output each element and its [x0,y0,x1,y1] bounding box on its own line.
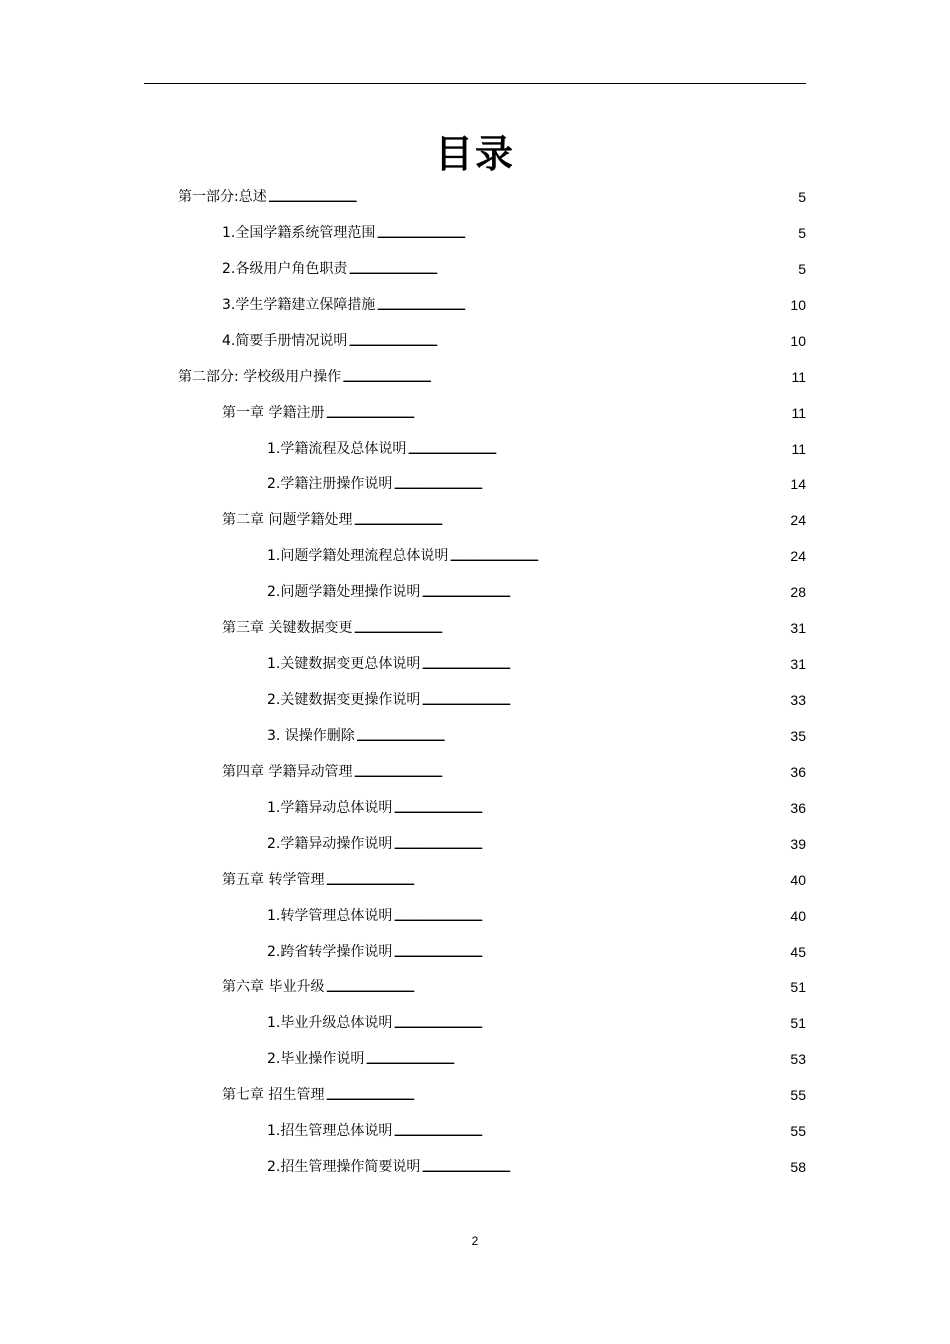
toc-entry[interactable] [267,794,806,818]
toc-entry-page-number: 40 [790,872,806,888]
toc-entry[interactable] [222,291,806,315]
dot-leader [421,1157,789,1177]
toc-entry[interactable] [222,973,806,997]
dot-leader [393,906,789,926]
toc-entry[interactable] [267,542,806,566]
dot-leader [393,834,789,854]
toc-entry[interactable] [222,327,806,351]
toc-entry-page-number: 5 [798,261,806,277]
dot-leader [393,1121,789,1141]
dot-leader [325,977,789,997]
toc-entry[interactable] [267,650,806,674]
toc-entry-page-number: 10 [790,297,806,313]
toc-entry[interactable] [267,902,806,926]
toc-entry[interactable] [267,686,806,710]
toc-entry[interactable] [267,578,806,602]
toc-entry-label: 2.毕业操作说明 [267,1051,365,1067]
dot-leader [353,762,789,782]
toc-entry[interactable] [222,614,806,638]
toc-entry-label: 1.学籍异动总体说明 [267,800,393,816]
toc-entry-page-number: 11 [791,369,806,385]
dot-leader [421,690,789,710]
toc-entry-page-number: 24 [790,512,806,528]
toc-entry-page-number: 51 [790,1015,806,1031]
toc-entry-label: 2.学籍异动操作说明 [267,836,393,852]
toc-entry-label: 2.各级用户角色职责 [222,261,348,277]
page-number: 2 [471,1234,479,1248]
toc-entry-page-number: 40 [790,908,806,924]
toc-entry-page-number: 31 [790,656,806,672]
toc-entry-label: 3. 误操作删除 [267,728,355,744]
dot-leader [353,618,789,638]
dot-leader [353,510,789,530]
toc-entry-label: 1.关键数据变更总体说明 [267,656,421,672]
toc-entry-page-number: 45 [790,944,806,960]
table-of-contents [0,183,950,1193]
dot-leader [376,295,789,315]
toc-entry-label: 第一章 学籍注册 [222,405,325,421]
dot-leader [393,798,789,818]
toc-entry-page-number: 11 [791,405,806,421]
header-rule [144,83,806,84]
dot-leader [393,942,789,962]
toc-entry[interactable] [267,1153,806,1177]
toc-entry-page-number: 39 [790,836,806,852]
toc-entry[interactable] [222,219,806,243]
toc-entry-label: 1.全国学籍系统管理范围 [222,225,376,241]
toc-entry[interactable] [267,830,806,854]
toc-entry[interactable] [267,435,806,459]
toc-entry-label: 第二章 问题学籍处理 [222,512,353,528]
toc-entry[interactable] [267,470,806,494]
toc-entry-label: 第四章 学籍异动管理 [222,764,353,780]
toc-entry[interactable] [222,399,806,423]
dot-leader [393,474,789,494]
toc-entry-label: 1.转学管理总体说明 [267,908,393,924]
toc-entry-page-number: 53 [790,1051,806,1067]
toc-entry[interactable] [222,758,806,782]
toc-entry-page-number: 51 [790,979,806,995]
dot-leader [348,259,797,279]
toc-entry[interactable] [222,255,806,279]
toc-entry-label: 1.问题学籍处理流程总体说明 [267,548,449,564]
toc-entry-page-number: 35 [790,728,806,744]
toc-entry-page-number: 55 [790,1087,806,1103]
dot-leader [421,582,789,602]
toc-entry[interactable] [267,938,806,962]
dot-leader [421,654,789,674]
dot-leader [342,367,790,387]
dot-leader [356,726,790,746]
dot-leader [393,1013,789,1033]
dot-leader [268,187,797,207]
toc-entry-page-number: 14 [790,476,806,492]
toc-entry-label: 2.问题学籍处理操作说明 [267,584,421,600]
toc-entry-page-number: 33 [790,692,806,708]
toc-entry[interactable] [222,1081,806,1105]
toc-entry-label: 第二部分: 学校级用户操作 [178,369,342,385]
toc-entry[interactable] [222,866,806,890]
toc-entry-page-number: 24 [790,548,806,564]
toc-entry-page-number: 55 [790,1123,806,1139]
page-title: 目录 [434,132,515,176]
toc-entry-page-number: 5 [798,225,806,241]
toc-entry-label: 第五章 转学管理 [222,872,325,888]
toc-entry-label: 第六章 毕业升级 [222,979,325,995]
dot-leader [376,223,797,243]
toc-entry-page-number: 31 [790,620,806,636]
dot-leader [407,439,790,459]
toc-entry-label: 1.学籍流程及总体说明 [267,441,407,457]
toc-entry-label: 第七章 招生管理 [222,1087,325,1103]
toc-entry-page-number: 28 [790,584,806,600]
toc-entry-page-number: 10 [790,333,806,349]
toc-entry[interactable] [267,1045,806,1069]
toc-entry-label: 第一部分:总述 [178,189,267,205]
dot-leader [365,1049,789,1069]
toc-entry[interactable] [178,363,806,387]
toc-entry-label: 2.跨省转学操作说明 [267,944,393,960]
toc-entry-page-number: 36 [790,800,806,816]
toc-entry-page-number: 5 [798,189,806,205]
toc-entry-page-number: 36 [790,764,806,780]
toc-entry[interactable] [267,722,806,746]
toc-entry[interactable] [267,1009,806,1033]
toc-entry-label: 2.关键数据变更操作说明 [267,692,421,708]
dot-leader [348,331,789,351]
toc-entry-label: 2.学籍注册操作说明 [267,476,393,492]
toc-entry[interactable] [267,1117,806,1141]
dot-leader [325,870,789,890]
toc-entry-label: 第三章 关键数据变更 [222,620,353,636]
toc-entry-page-number: 11 [791,441,806,457]
dot-leader [449,546,789,566]
toc-entry-label: 2.招生管理操作简要说明 [267,1159,421,1175]
toc-entry-page-number: 58 [790,1159,806,1175]
dot-leader [325,403,790,423]
toc-entry[interactable] [178,183,806,207]
toc-entry-label: 4.简要手册情况说明 [222,333,348,349]
toc-entry-label: 3.学生学籍建立保障措施 [222,297,376,313]
toc-entry-label: 1.招生管理总体说明 [267,1123,393,1139]
dot-leader [325,1085,789,1105]
toc-entry-label: 1.毕业升级总体说明 [267,1015,393,1031]
toc-entry[interactable] [222,506,806,530]
